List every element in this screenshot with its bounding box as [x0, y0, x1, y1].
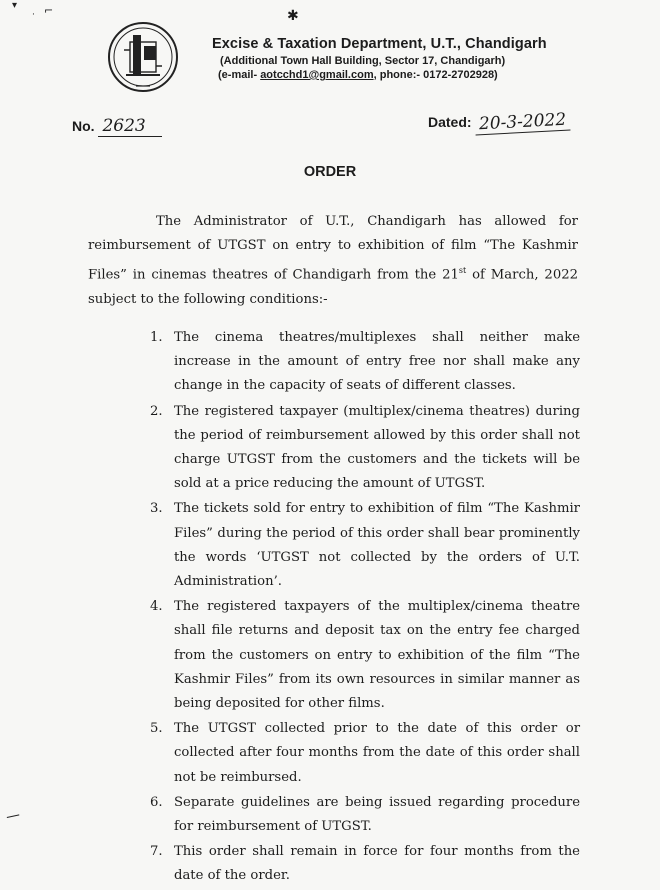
intro-paragraph	[88, 210, 578, 312]
list-item	[150, 497, 580, 594]
conditions-list	[150, 326, 580, 890]
list-item	[150, 595, 580, 716]
item-number: 7.	[150, 844, 163, 860]
emblem-mark-icon: ✱	[287, 8, 299, 24]
order-date	[428, 109, 571, 135]
list-item	[150, 840, 580, 888]
department-name: Excise & Taxation Department, U.T., Chandigarh	[212, 36, 547, 52]
intro-text: The Administrator of U.T., Chandigarh has allowed for reimbursement of UTGST on entry to exhibition of film “The Kashmir Files” in cinemas theatres of Chandigarh from the 21	[88, 214, 578, 283]
intro-text-end: of March, 2022 subject to the following conditions:-	[88, 267, 578, 307]
item-number: 6.	[150, 794, 163, 810]
item-number: 5.	[150, 721, 163, 737]
date-label: Dated:	[428, 114, 472, 130]
list-item	[150, 400, 580, 497]
scan-speck-mark: ▾	[12, 0, 18, 11]
reference-number-value: 2623	[98, 116, 162, 137]
letterhead	[212, 36, 592, 81]
department-logo-icon	[106, 20, 180, 94]
item-text: The cinema theatres/multiplexes shall neither make increase in the amount of entry free nor shall make any change in the capacity of seats of different classes.	[174, 330, 580, 394]
item-text: The registered taxpayer (multiplex/cinema theatres) during the period of reimbursement allowed by this order shall not charge UTGST from the customers and the tickets will be sold at a price reducing the amount of UTGST.	[174, 403, 580, 492]
item-number: 4.	[150, 599, 163, 615]
scan-speck-mark: ·	[32, 10, 35, 20]
margin-pen-mark: —	[4, 806, 22, 826]
scan-speck-mark: ⌐	[44, 4, 54, 17]
intro-superscript: st	[458, 265, 467, 275]
item-text: The tickets sold for entry to exhibition of film “The Kashmir Files” during the period of this order shall bear prominently the words ‘UTGST not collected by the orders of U.T. Administration’.	[174, 501, 580, 590]
email-link[interactable]: aotcchd1@gmail.com	[260, 69, 374, 81]
list-item	[150, 326, 580, 399]
date-value: 20-3-2022	[475, 110, 571, 136]
reference-number	[72, 116, 162, 137]
item-text: Separate guidelines are being issued regarding procedure for reimbursement of UTGST.	[174, 794, 580, 835]
item-text: The UTGST collected prior to the date of this order or collected after four months from the date of this order shall not be reimbursed.	[174, 721, 580, 785]
item-text: This order shall remain in force for four months from the date of the order.	[174, 844, 580, 884]
item-number: 2.	[150, 403, 163, 419]
item-number: 1.	[150, 330, 163, 345]
department-address: (Additional Town Hall Building, Sector 17, Chandigarh)	[220, 55, 506, 67]
item-text: The registered taxpayers of the multiplex/cinema theatre shall file returns and deposit tax on the entry fee charged from the customers on entry to exhibition of the film “The Kashmir Files” from its own resources in similar manner as being deposited for other films.	[174, 599, 580, 712]
item-number: 3.	[150, 501, 163, 517]
phone-number: , phone:- 0172-2702928)	[373, 69, 498, 81]
page-title: ORDER	[303, 164, 357, 180]
list-item	[150, 717, 580, 790]
department-contact	[212, 69, 592, 81]
reference-label: No.	[72, 118, 95, 134]
email-prefix: (e-mail-	[218, 69, 261, 81]
list-item	[150, 791, 580, 839]
